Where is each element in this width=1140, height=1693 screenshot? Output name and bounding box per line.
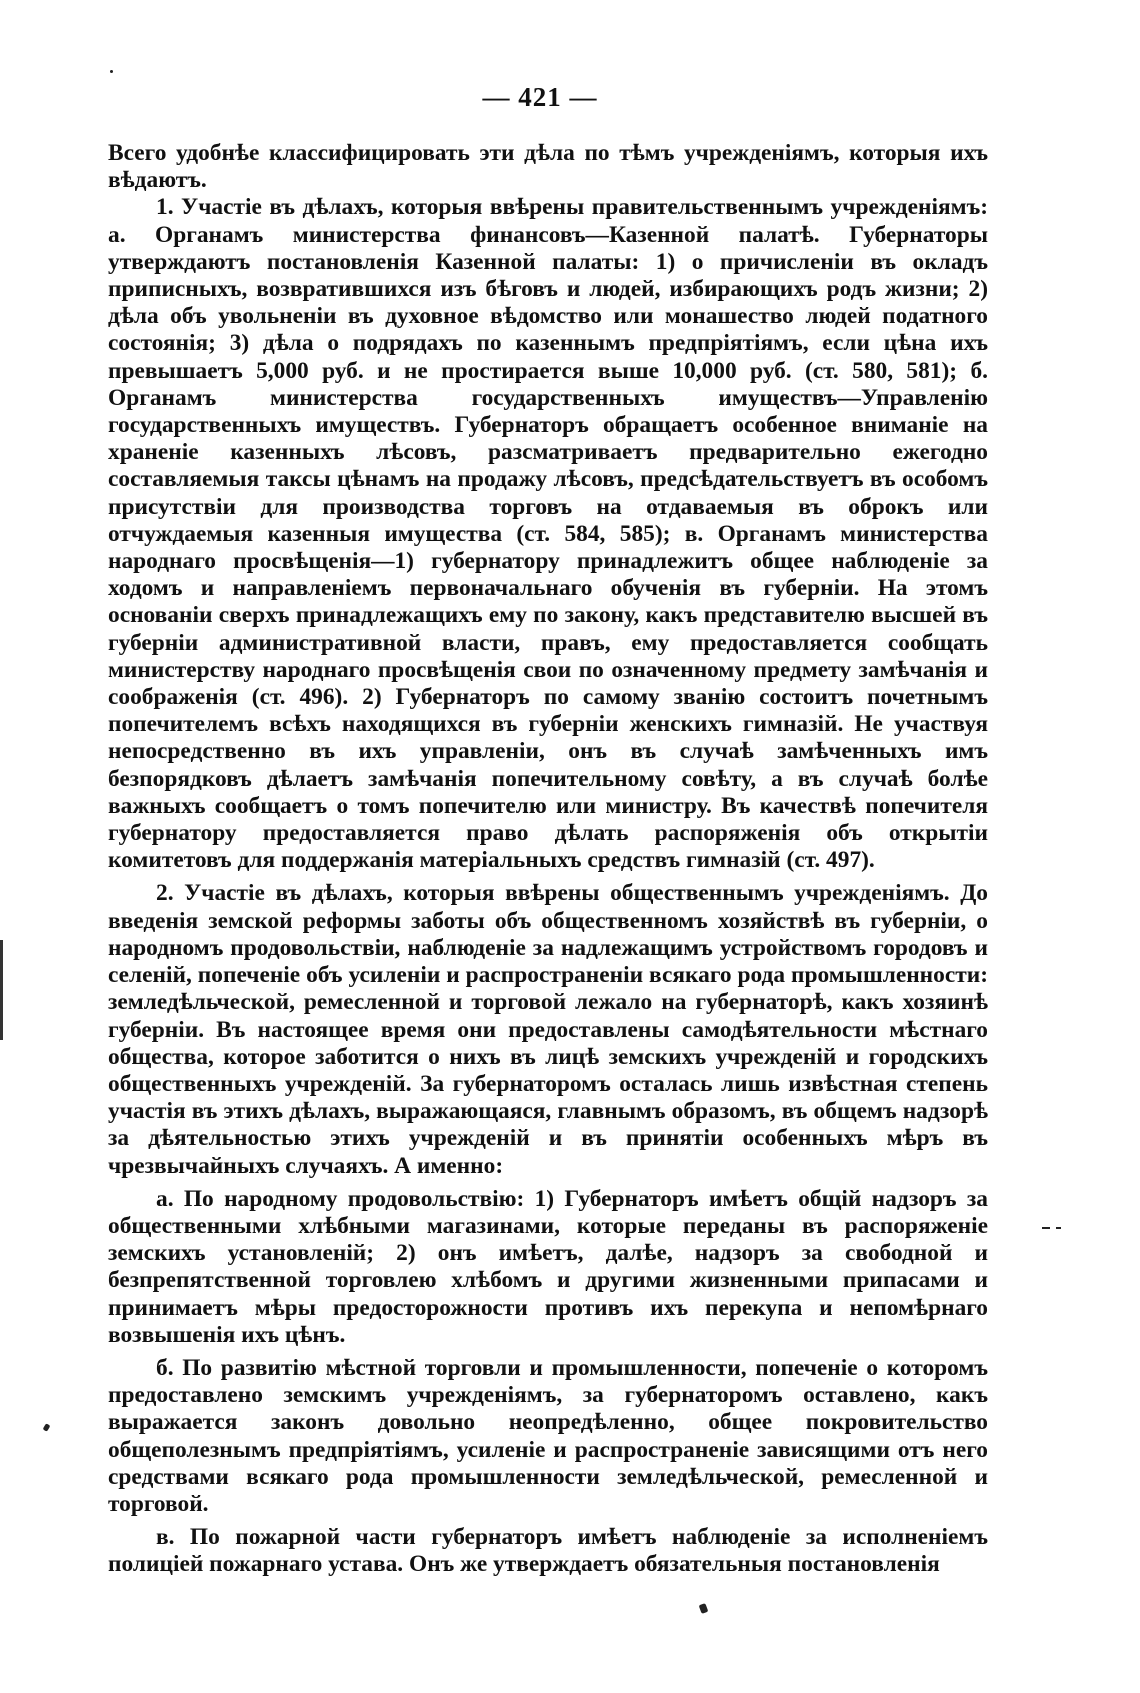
- body-text: [108, 140, 988, 1579]
- paragraph-intro: Всего удобнѣе классифицировать эти дѣла по тѣмъ учрежденіямъ, которыя ихъ вѣдаютъ.: [108, 140, 988, 194]
- paragraph-section-2: 2. Участіе въ дѣлахъ, которыя ввѣрены общественнымъ учрежденіямъ. До введенія земской реформы заботы объ общественномъ хозяйствѣ въ губерніи, о народномъ продовольствіи, наблюденіе за надлежащимъ устройствомъ городовъ и селеній, попеченіе объ усиленіи и распространеніи всякаго рода промышленности: земледѣльческой, ремесленной и торговой лежало на губернаторѣ, какъ хозяинѣ губерніи. Въ настоящее время они предоставлены самодѣятельности мѣстнаго общества, которое заботится о нихъ въ лицѣ земскихъ учрежденій и городскихъ общественныхъ учрежденій. За губернаторомъ осталась лишь извѣстная степень участія въ этихъ дѣлахъ, выражающаяся, главнымъ образомъ, въ общемъ надзорѣ за дѣятельностью этихъ учрежденій и въ принятіи особенныхъ мѣръ въ чрезвычайныхъ случаяхъ. А именно:: [108, 880, 988, 1179]
- scan-dash-mark: [1056, 1227, 1061, 1229]
- scan-speck: [699, 1603, 709, 1614]
- scan-edge-mark: [0, 940, 3, 1040]
- scan-speck: [43, 1423, 51, 1432]
- paragraph-section-1: 1. Участіе въ дѣлахъ, которыя ввѣрены правительственнымъ учрежденіямъ: а. Органамъ министерства финансовъ—Казенной палатѣ. Губернаторы утверждаютъ постановленія Казенной палаты: 1) о причисленіи въ окладъ приписныхъ, возвратившихся изъ бѣговъ и людей, избирающихъ родъ жизни; 2) дѣла объ увольненіи въ духовное вѣдомство или монашество людей податного состоянія; 3) дѣла о подрядахъ по казеннымъ предпріятіямъ, если цѣна ихъ превышаетъ 5,000 руб. и не простирается выше 10,000 руб. (ст. 580, 581); б. Органамъ министерства государственныхъ имуществъ—Управленію государственныхъ имуществъ. Губернаторъ обращаетъ особенное вниманіе на храненіе казенныхъ лѣсовъ, разсматриваетъ предварительно ежегодно составляемыя таксы цѣнамъ на продажу лѣсовъ, предсѣдательствуетъ въ особомъ присутствіи для производства торговъ на отдаваемыя въ оброкъ или отчуждаемыя казенныя имущества (ст. 584, 585); в. Органамъ министерства народнаго просвѣщенія—1) губернатору принадлежитъ общее наблюденіе за ходомъ и направленіемъ первоначальнаго обученія въ губерніи. На этомъ основаніи сверхъ принадлежащихъ ему по закону, какъ представителю высшей въ губерніи административной власти, правъ, ему предоставляется сообщать министерству народнаго просвѣщенія свои по означенному предмету замѣчанія и соображенія (ст. 496). 2) Губернаторъ по самому званію состоитъ почетнымъ попечителемъ всѣхъ находящихся въ губерніи женскихъ гимназій. Не участвуя непосредственно въ ихъ управленіи, онъ въ случаѣ замѣченныхъ имъ безпорядковъ дѣлаетъ замѣчанія попечительному совѣту, а въ случаѣ болѣе важныхъ сообщаетъ о томъ попечителю или министру. Въ качествѣ попечителя губернатору предоставляется право дѣлать распоряженія объ открытіи комитетовъ для поддержанія матеріальныхъ средствъ гимназій (ст. 497).: [108, 194, 988, 874]
- scan-dash-mark: [1042, 1227, 1050, 1229]
- paragraph-item-v: в. По пожарной части губернаторъ имѣетъ наблюденіе за исполненіемъ полиціей пожарнаго устава. Онъ же утверждаетъ обязательныя постановленія: [108, 1524, 988, 1578]
- paragraph-item-b: б. По развитію мѣстной торговли и промышленности, попеченіе о которомъ предоставлено земскимъ учрежденіямъ, за губернаторомъ оставлено, какъ выражается законъ довольно неопредѣленно, общее покровительство общеполезнымъ предпріятіямъ, усиленіе и распространеніе зависящими отъ него средствами всякаго рода промышленности земледѣльческой, ремесленной и торговой.: [108, 1354, 988, 1517]
- paragraph-item-a: а. По народному продовольствію: 1) Губернаторъ имѣетъ общій надзоръ за общественными хлѣбными магазинами, которые переданы въ распоряженіе земскихъ установленій; 2) онъ имѣетъ, далѣе, надзоръ за свободной и безпрепятственной торговлею хлѣбомъ и другими жизненными припасами и принимаетъ мѣры предосторожности противъ ихъ перекупа и непомѣрнаго возвышенія ихъ цѣнъ.: [108, 1185, 988, 1348]
- page-number: — 421 —: [482, 82, 598, 112]
- scan-speck: [110, 70, 113, 73]
